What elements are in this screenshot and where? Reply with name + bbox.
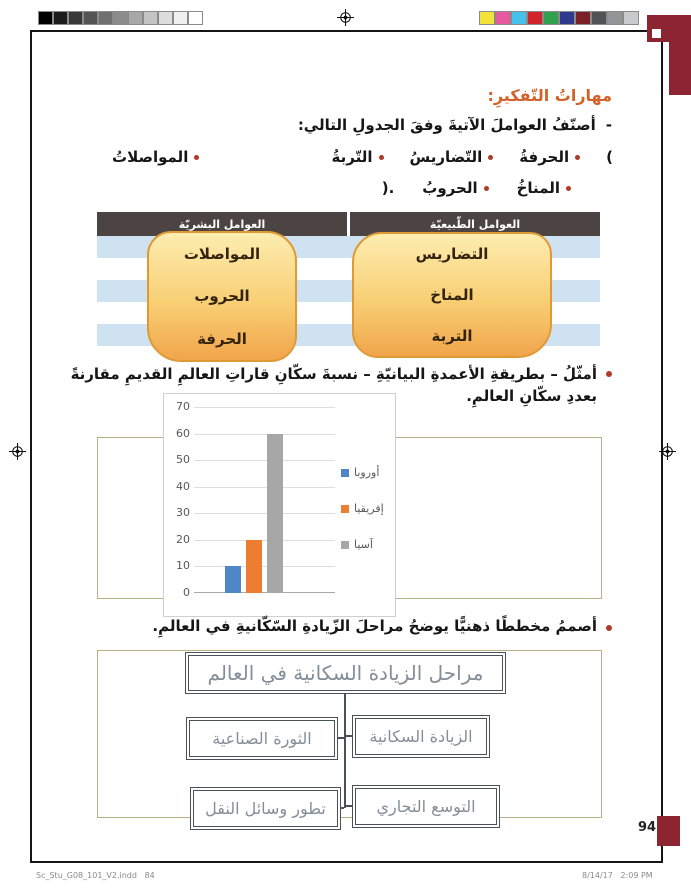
human-answers-callout: [147, 231, 297, 362]
calibration-square: [98, 11, 113, 25]
factor-label: الحرفةُ: [519, 148, 570, 166]
mindmap-node-industrial-revolution: الثورة الصناعية: [186, 717, 338, 760]
y-axis-tick-label: 60: [176, 426, 190, 440]
mindmap-task-text: أصممُ مخططًا ذهنيًّا يوضحُ مراحلَ الزّيادةِ السّكّانيةِ في العالمِ.: [152, 617, 597, 635]
chart-gridline: [194, 540, 335, 541]
factor-item-soil: [332, 148, 384, 166]
answer-human: الحرفة: [197, 329, 247, 348]
grayscale-calibration-bar: [38, 11, 203, 25]
page-number-tab: [657, 816, 680, 846]
chart-gridline: [194, 592, 335, 593]
mindmap-connector: [338, 737, 344, 739]
legend-item: [341, 538, 384, 551]
unit-tab-strip: [669, 42, 691, 95]
answer-natural: التربة: [431, 326, 473, 345]
registration-mark-left: [9, 443, 26, 460]
chart-plot-area: [176, 400, 335, 599]
factor-item-wars: [422, 179, 488, 197]
close-paren: ).: [381, 179, 395, 197]
y-axis-tick-label: 70: [176, 400, 190, 413]
table-header-human: العوامل البشريّة: [97, 212, 347, 236]
chart-bar-0: [225, 566, 241, 593]
factor-items-row1: [97, 148, 613, 166]
chart-task-line1: أمثّلُ – بطريقةِ الأعمدةِ البيانيّةِ – نسبةَ سكّانِ قاراتِ العالمِ القديمِ مقارنةً: [70, 365, 597, 383]
calibration-square: [83, 11, 98, 25]
dash-bullet: -: [605, 116, 612, 134]
bullet-dot: [379, 155, 384, 160]
bullet-dot: [606, 625, 612, 631]
chart-legend: [341, 466, 384, 551]
calibration-square: [143, 11, 158, 25]
calibration-square: [623, 11, 639, 25]
mindmap-root-node: مراحل الزيادة السكانية في العالم: [185, 652, 506, 694]
classify-instruction: أصنّفُ العواملَ الآتيةَ وفقَ الجدولِ التالي:: [297, 116, 596, 134]
calibration-square: [559, 11, 575, 25]
calibration-square: [479, 11, 495, 25]
factor-label: التّضاريسُ: [409, 148, 483, 166]
bar-chart: [163, 393, 396, 617]
print-file-info: Sc_Stu_G08_101_V2.indd 84: [36, 871, 155, 880]
y-axis-tick-label: 30: [176, 506, 190, 520]
chart-gridline: [194, 513, 335, 514]
color-calibration-bar: [479, 11, 639, 25]
page-number: 94: [638, 820, 657, 835]
bullet-dot: [194, 155, 199, 160]
calibration-square: [113, 11, 128, 25]
calibration-square: [511, 11, 527, 25]
calibration-square: [527, 11, 543, 25]
mindmap-node-commercial-expansion: التوسع التجاري: [352, 785, 500, 828]
calibration-square: [495, 11, 511, 25]
table-header-natural: العوامل الطّبيعيّة: [350, 212, 600, 236]
bullet-dot: [484, 186, 489, 191]
bullet-dot: [488, 155, 493, 160]
answer-human: الحروب: [194, 287, 250, 306]
chart-gridline: [194, 460, 335, 461]
unit-tab-notch: [652, 29, 661, 38]
bullet-dot: [575, 155, 580, 160]
calibration-square: [543, 11, 559, 25]
mindmap-node-population-increase: الزيادة السكانية: [352, 715, 490, 758]
legend-label: أوروبا: [354, 466, 380, 479]
legend-label: آسيا: [354, 538, 373, 551]
y-axis-tick-label: 0: [183, 586, 190, 599]
legend-item: [341, 502, 384, 515]
answer-human: المواصلات: [183, 245, 261, 264]
chart-gridline: [194, 434, 335, 435]
calibration-square: [575, 11, 591, 25]
classify-instruction-row: [298, 116, 612, 134]
factor-label: المواصلاتُ: [112, 148, 189, 166]
mindmap-task-row: [152, 617, 612, 635]
registration-mark-right: [659, 443, 676, 460]
factor-label: المناخُ: [516, 179, 560, 197]
answer-natural: المناخ: [430, 285, 474, 304]
chart-bar-1: [246, 540, 262, 593]
section-heading: مهاراتُ التّفكيرِ:: [487, 86, 612, 105]
mindmap-node-transport-development: تطور وسائل النقل: [190, 787, 341, 830]
factor-item-transport: [112, 148, 199, 166]
factor-item-craft: [519, 148, 580, 166]
y-axis-tick-label: 10: [176, 559, 190, 573]
mindmap-connector: [341, 807, 344, 809]
calibration-square: [188, 11, 203, 25]
legend-item: [341, 466, 384, 479]
y-axis-tick-label: 20: [176, 532, 190, 546]
legend-swatch: [341, 469, 349, 477]
bullet-dot: [566, 186, 571, 191]
legend-label: إفريقيا: [354, 502, 384, 515]
factor-items-row2: [382, 179, 571, 197]
calibration-square: [173, 11, 188, 25]
print-timestamp: 8/14/17 2:09 PM: [582, 871, 653, 880]
legend-swatch: [341, 541, 349, 549]
natural-answers-callout: [352, 232, 552, 358]
factor-item-climate: [517, 179, 571, 197]
chart-task-line2: بعددِ سكّانِ العالمِ.: [466, 387, 597, 405]
calibration-square: [158, 11, 173, 25]
calibration-square: [128, 11, 143, 25]
answer-natural: التضاريس: [415, 245, 489, 264]
factor-item-terrain: [410, 148, 494, 166]
calibration-square: [607, 11, 623, 25]
factor-label: التّربةُ: [331, 148, 373, 166]
chart-gridline: [194, 407, 335, 408]
legend-swatch: [341, 505, 349, 513]
calibration-square: [38, 11, 53, 25]
factor-label: الحروبُ: [422, 179, 478, 197]
bullet-dot: [606, 371, 612, 377]
registration-mark-top: [337, 9, 354, 26]
open-paren: (: [606, 148, 613, 166]
calibration-square: [53, 11, 68, 25]
chart-gridline: [194, 487, 335, 488]
mindmap-connector-vertical: [344, 694, 346, 808]
calibration-square: [68, 11, 83, 25]
y-axis-tick-label: 50: [176, 453, 190, 467]
calibration-square: [591, 11, 607, 25]
y-axis-tick-label: 40: [176, 479, 190, 493]
chart-bar-2: [267, 434, 283, 593]
chart-gridline: [194, 566, 335, 567]
